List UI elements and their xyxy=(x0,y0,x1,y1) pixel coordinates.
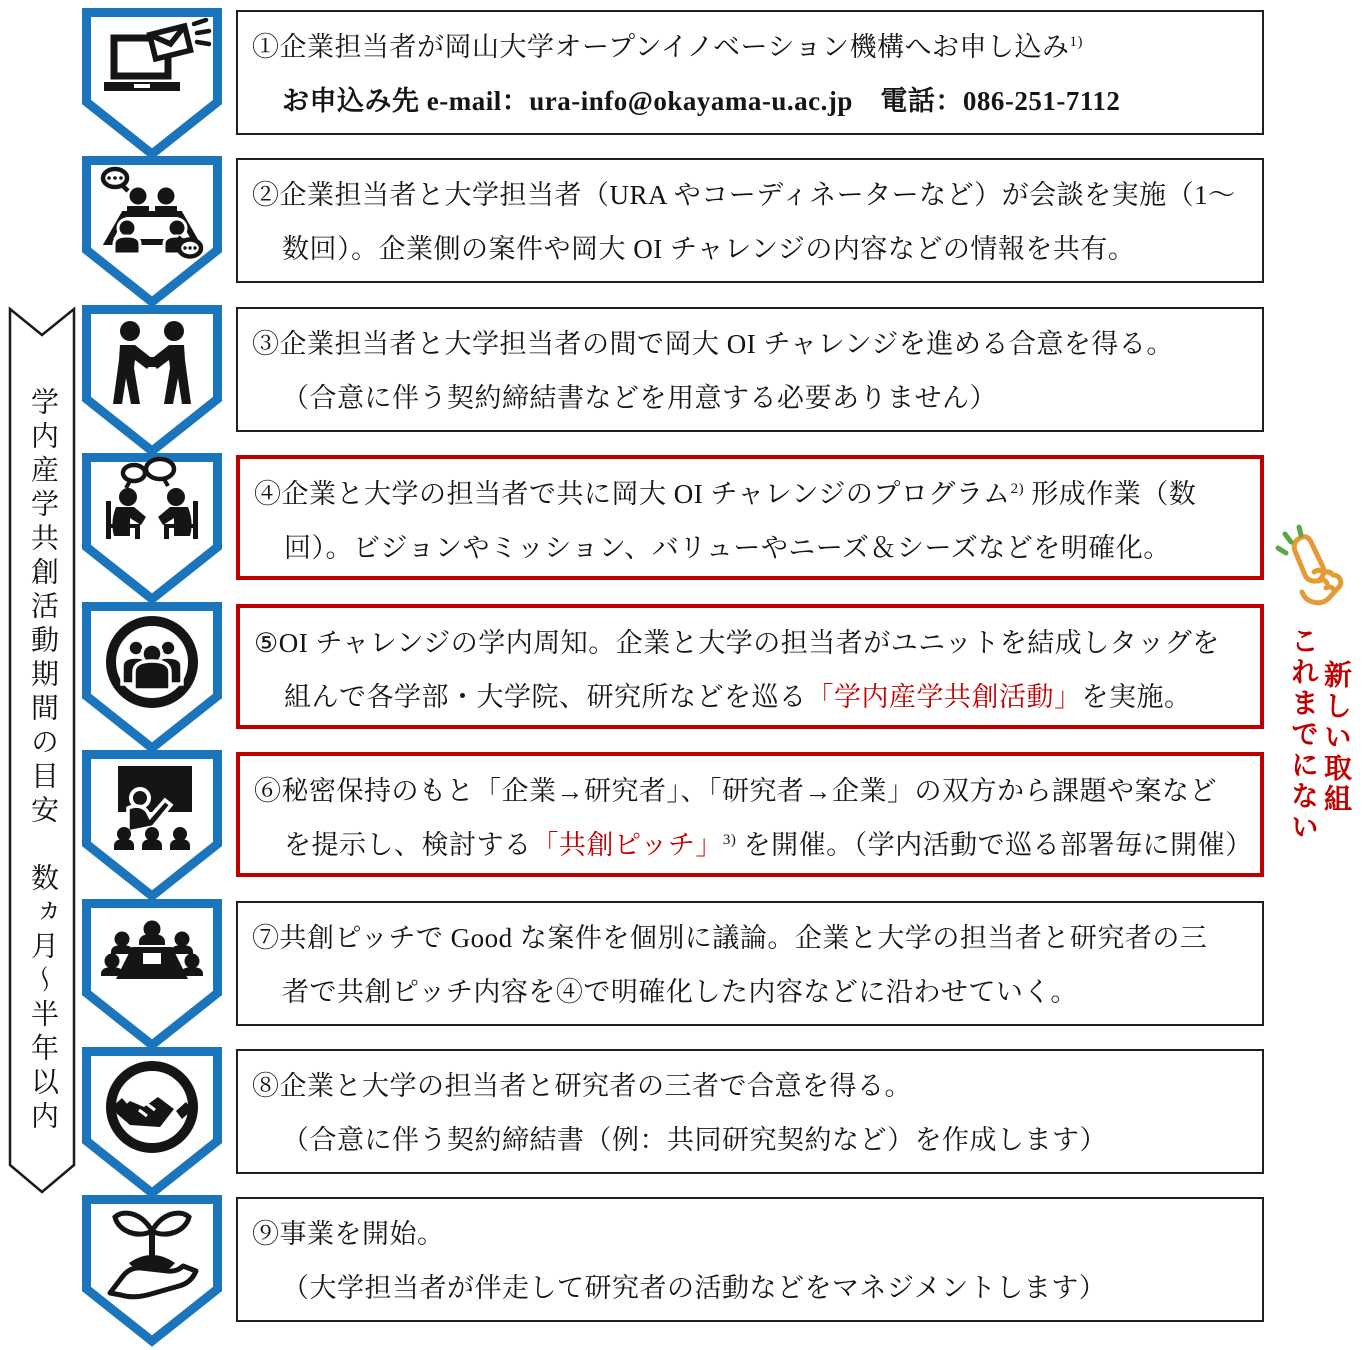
flow-row-7 xyxy=(0,899,1362,1051)
step-chevron-4 xyxy=(82,453,222,605)
step-chevron-8 xyxy=(82,1047,222,1199)
step-1-line-1: ①企業担当者が岡山大学オープンイノベーション機構へお申し込み$^{1)}$ xyxy=(252,32,1083,62)
flow-row-6 xyxy=(0,750,1362,902)
footnote-ref-2: 2) xyxy=(1010,481,1025,497)
highlight-activity-label: 「学内産学共創活動」 xyxy=(806,682,1082,712)
step-box-8 xyxy=(236,1049,1264,1174)
flow-row-9 xyxy=(0,1195,1362,1347)
step-chevron-1 xyxy=(82,8,222,160)
flow-row-5 xyxy=(0,602,1362,754)
step-chevron-3 xyxy=(82,305,222,457)
step-2-line-2: 数回）。企業側の案件や岡大 OI チャレンジの内容などの情報を共有。 xyxy=(282,234,1136,264)
step-7-line-1: ⑦共創ピッチで Good な案件を個別に議論。企業と大学の担当者と研究者の三 xyxy=(252,923,1208,953)
pointing-hand-icon xyxy=(1272,522,1344,612)
step-box-5 xyxy=(236,604,1264,729)
step-7-line-2: 者で共創ピッチ内容を④で明確化した内容などに沿わせていく。 xyxy=(282,977,1078,1007)
blackboard-presentation-icon xyxy=(114,766,192,850)
step-chevron-9 xyxy=(82,1195,222,1347)
step-chevron-6 xyxy=(82,750,222,902)
footnote-ref-1: 1) xyxy=(1069,34,1083,50)
step-9-line-2: （大学担当者が伴走して研究者の活動などをマネジメントします） xyxy=(282,1273,1107,1303)
step-chevron-2 xyxy=(82,156,222,308)
flow-row-8 xyxy=(0,1047,1362,1199)
side-note-inner-text: 新しい取組 xyxy=(1321,660,1352,815)
step-box-9 xyxy=(236,1197,1264,1322)
flow-row-2 xyxy=(0,156,1362,308)
side-note-outer-text: これまでにない xyxy=(1288,626,1319,843)
step-box-3 xyxy=(236,307,1264,432)
step-6-line-2: を提示し、検討する「共創ピッチ」$^{3)}$ を開催。（学内活動で巡る部署毎に開催） xyxy=(284,830,1253,860)
step-1-contact-line: お申込み先 e-mail：ura-info@okayama-u.ac.jp 電話：086-251-7112 xyxy=(282,86,1121,116)
step-chevron-5 xyxy=(82,602,222,754)
step-4-line-2: 回）。ビジョンやミッション、バリューやニーズ＆シーズなどを明確化。 xyxy=(284,533,1171,563)
flow-row-3 xyxy=(0,305,1362,457)
step-4-line-1: ④企業と大学の担当者で共に岡大 OI チャレンジのプログラム$^{2)}$ 形成作業（数 xyxy=(254,479,1197,509)
flow-row-1 xyxy=(0,8,1362,160)
step-6-line-1: ⑥秘密保持のもと「企業→研究者」、「研究者→企業」の双方から課題や案など xyxy=(254,776,1217,806)
flow-row-4 xyxy=(0,453,1362,605)
step-box-4 xyxy=(236,455,1264,580)
step-box-7 xyxy=(236,901,1264,1026)
step-3-line-2: （合意に伴う契約締結書などを用意する必要ありません） xyxy=(282,383,997,413)
step-3-line-1: ③企業担当者と大学担当者の間で岡大 OI チャレンジを進める合意を得る。 xyxy=(252,329,1174,359)
step-2-line-1: ②企業担当者と大学担当者（URA やコーディネーターなど）が会談を実施（1～ xyxy=(252,180,1236,210)
step-8-line-2: （合意に伴う契約締結書（例：共同研究契約など）を作成します） xyxy=(282,1125,1107,1155)
period-duration: 数ヵ月～半年以内 xyxy=(27,863,58,1135)
step-5-line-1: ⑤OI チャレンジの学内周知。企業と大学の担当者がユニットを結成しタッグを xyxy=(254,628,1220,658)
step-box-1 xyxy=(236,10,1264,135)
step-box-2 xyxy=(236,158,1264,283)
step-5-line-2: 組んで各学部・大学院、研究所などを巡る「学内産学共創活動」を実施。 xyxy=(284,682,1192,712)
period-label: 学内産学共創活動期間の目安 xyxy=(27,387,58,829)
step-chevron-7 xyxy=(82,899,222,1051)
step-8-line-1: ⑧企業と大学の担当者と研究者の三者で合意を得る。 xyxy=(252,1071,912,1101)
footnote-ref-3: 3) xyxy=(722,832,737,848)
highlight-pitch-label: 「共創ピッチ」 xyxy=(531,830,723,860)
step-9-line-1: ⑨事業を開始。 xyxy=(252,1219,445,1249)
step-box-6 xyxy=(236,752,1264,877)
